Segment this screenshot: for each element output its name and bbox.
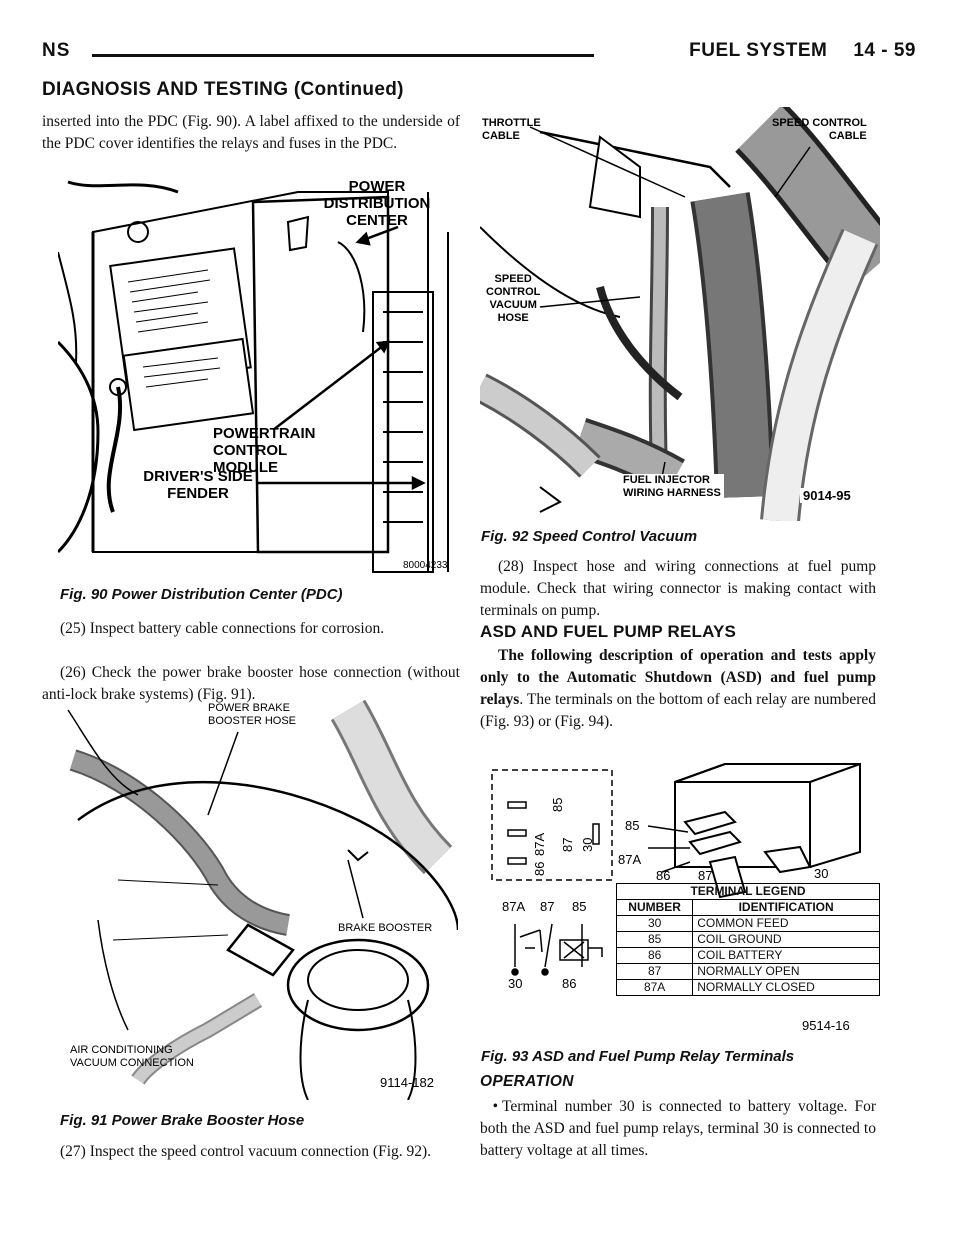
fig92-label-line: FUEL INJECTOR (623, 474, 710, 486)
pin-label: 87 (560, 837, 575, 852)
bullet-icon: • (492, 1098, 498, 1115)
pin-label: 87A (532, 832, 547, 856)
fig90-label-pdc (302, 178, 452, 229)
relay-label: 86 (656, 868, 671, 883)
legend-cell: 30 (617, 916, 693, 932)
legend-row (617, 964, 880, 980)
fig92-label-vacuum-hose (486, 273, 540, 325)
legend-row (617, 980, 880, 996)
schematic-label: 86 (562, 976, 577, 991)
legend-header: IDENTIFICATION (693, 900, 880, 916)
fig92-label-line: CONTROL (486, 286, 541, 298)
step-27-text: (27) Inspect the speed control vacuum connection (Fig. 92). (60, 1143, 432, 1160)
fig92-label-speed-cable (772, 117, 867, 143)
operation-bullet (480, 1096, 876, 1162)
figure-91 (58, 700, 458, 1100)
fig90-label-line: CONTROL MODULE (213, 442, 287, 476)
legend-cell: 87 (617, 964, 693, 980)
pin-label: 30 (580, 837, 595, 852)
header-right (689, 40, 916, 62)
operation-title: OPERATION (480, 1073, 574, 1090)
legend-cell: COMMON FEED (693, 916, 880, 932)
fig91-label-line: BOOSTER HOSE (208, 715, 297, 727)
legend-cell: 87A (617, 980, 693, 996)
fig90-label-line: FENDER (167, 485, 229, 502)
relay-description-bold: The following description of operation and tests apply only to the Automatic Shutdown (ASD) and fuel pump relays (480, 647, 876, 708)
intro-paragraph: inserted into the PDC (Fig. 90). A label affixed to the underside of the PDC cover identifies the relays and fuses in the PDC. (42, 113, 460, 152)
legend-cell: COIL GROUND (693, 932, 880, 948)
legend-cell: NORMALLY CLOSED (693, 980, 880, 996)
booster-hose-illustration (58, 700, 458, 1100)
fig91-code: 9114-182 (380, 1075, 434, 1090)
relay-label: 85 (625, 818, 640, 833)
schematic-label: 87A (502, 899, 526, 914)
fig90-label-line: CENTER (346, 212, 408, 229)
legend-row (617, 948, 880, 964)
legend-cell: COIL BATTERY (693, 948, 880, 964)
step-25-text: (25) Inspect battery cable connections for corrosion. (60, 620, 385, 637)
step-28-text: (28) Inspect hose and wiring connections at fuel pump module. Check that wiring connector is making contact with terminals on pump. (480, 558, 876, 619)
header-section: FUEL SYSTEM (689, 40, 828, 61)
step-28 (480, 556, 876, 622)
fig92-label-line: CABLE (828, 130, 867, 142)
figure-92 (480, 107, 880, 521)
fig90-label-line: POWER (348, 178, 406, 195)
legend-row (617, 932, 880, 948)
fig92-label-line: SPEED CONTROL (772, 117, 867, 129)
fig91-label-line: POWER BRAKE (208, 702, 290, 714)
relay-label: 87 (698, 868, 713, 883)
relay-label: 87A (618, 852, 642, 867)
fig92-label-line: SPEED (494, 273, 532, 285)
header-left: NS (42, 40, 71, 61)
step-25 (42, 618, 460, 640)
legend-row (617, 916, 880, 932)
section-title: ASD AND FUEL PUMP RELAYS (480, 622, 737, 641)
fig90-caption: Fig. 90 Power Distribution Center (PDC) (60, 586, 343, 603)
fig92-label-throttle (482, 117, 541, 143)
step-26-text: (26) Check the power brake booster hose connection (without anti-lock brake systems) (Fig. 91). (42, 664, 460, 703)
header-rule (92, 54, 594, 57)
fig92-label-line: WIRING HARNESS (623, 487, 721, 499)
fig92-label-line: CABLE (482, 130, 520, 142)
step-27 (42, 1141, 460, 1163)
figure-93 (480, 752, 880, 1042)
fig90-label-line: DISTRIBUTION (323, 195, 431, 212)
legend-cell: 85 (617, 932, 693, 948)
fig91-label-line: AIR CONDITIONING (70, 1044, 173, 1056)
terminal-legend-table (616, 883, 880, 996)
fig91-label-ac (70, 1044, 194, 1070)
figure-90 (58, 172, 458, 576)
relay-description-rest: . The terminals on the bottom of each relay are numbered (Fig. 93) or (Fig. 94). (480, 691, 876, 730)
legend-title: TERMINAL LEGEND (617, 884, 880, 900)
fig90-label-fender (138, 468, 258, 502)
fig90-label-line: POWERTRAIN (213, 425, 316, 442)
fig92-label-injector (620, 474, 724, 500)
operation-bullet-text: Terminal number 30 is connected to battery voltage. For both the ASD and fuel pump relays, terminal 30 is connected to battery voltage at all times. (480, 1098, 876, 1159)
fig93-caption: Fig. 93 ASD and Fuel Pump Relay Terminals (481, 1048, 795, 1065)
legend-header: NUMBER (617, 900, 693, 916)
subheading: DIAGNOSIS AND TESTING (Continued) (42, 79, 404, 100)
fig92-label-line: THROTTLE (482, 117, 541, 129)
pdc-illustration (58, 172, 458, 576)
relay-description (480, 645, 876, 733)
pin-label: 85 (550, 797, 565, 812)
schematic-label: 87 (540, 899, 555, 914)
header-page-number: 14 - 59 (853, 40, 916, 61)
schematic-label: 85 (572, 899, 587, 914)
fig92-label-line: HOSE (497, 312, 529, 324)
fig90-code: 80004233 (403, 560, 448, 571)
fig92-code: 9014-95 (800, 488, 854, 503)
fig93-code: 9514-16 (802, 1018, 850, 1033)
relay-label: 30 (814, 866, 829, 881)
page-header (42, 40, 916, 70)
pin-label: 86 (532, 861, 547, 876)
fig92-caption: Fig. 92 Speed Control Vacuum (481, 528, 698, 545)
fig91-label-hose (208, 702, 296, 728)
schematic-label: 30 (508, 976, 523, 991)
fig90-label-line: DRIVER'S SIDE (143, 468, 253, 485)
fig91-caption: Fig. 91 Power Brake Booster Hose (60, 1112, 305, 1129)
legend-cell: 86 (617, 948, 693, 964)
legend-cell: NORMALLY OPEN (693, 964, 880, 980)
fig91-label-line: VACUUM CONNECTION (70, 1057, 194, 1069)
fig91-label-booster: BRAKE BOOSTER (338, 922, 433, 934)
fig92-label-line: VACUUM (489, 299, 537, 311)
